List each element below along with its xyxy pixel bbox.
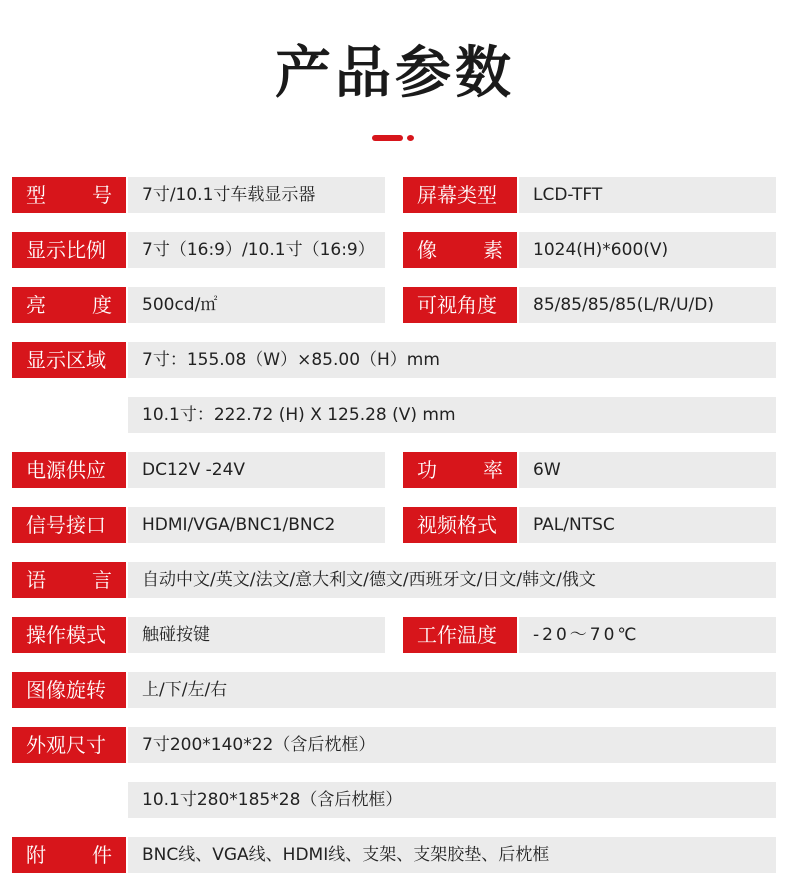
value-rotation: 上/下/左/右 (128, 672, 776, 708)
label-pixels (403, 232, 517, 268)
label-rotation: 图像旋转 (12, 672, 126, 708)
label-accessories (12, 837, 126, 873)
label-view-angle: 可视角度 (403, 287, 517, 323)
value-temperature: -20～70℃ (519, 617, 776, 653)
value-power-supply: DC12V -24V (128, 452, 385, 488)
label-brightness (12, 287, 126, 323)
value-display-area-2: 10.1寸：222.72 (H) X 125.28 (V) mm (128, 397, 776, 433)
label-power-char-1: 功 (417, 458, 437, 482)
value-pixels: 1024(H)*600(V) (519, 232, 776, 268)
value-brightness: 500cd/㎡ (128, 287, 385, 323)
value-dimensions-2: 10.1寸280*185*28（含后枕框） (128, 782, 776, 818)
label-power-char-2: 率 (483, 458, 503, 482)
value-display-area: 7寸：155.08（W）×85.00（H）mm (128, 342, 776, 378)
value-model: 7寸/10.1寸车载显示器 (128, 177, 385, 213)
value-ratio: 7寸（16:9）/10.1寸（16:9） (128, 232, 385, 268)
page-title: 产品参数 (275, 41, 515, 106)
label-operation: 操作模式 (12, 617, 126, 653)
label-dimensions: 外观尺寸 (12, 727, 126, 763)
label-model (12, 177, 126, 213)
value-power: 6W (519, 452, 776, 488)
value-signal: HDMI/VGA/BNC1/BNC2 (128, 507, 385, 543)
value-dimensions: 7寸200*140*22（含后枕框） (128, 727, 776, 763)
value-language: 自动中文/英文/法文/意大利文/德文/西班牙文/日文/韩文/俄文 (128, 562, 776, 598)
label-power-supply: 电源供应 (12, 452, 126, 488)
label-language-char-2: 言 (92, 568, 112, 592)
label-model-char-2: 号 (92, 183, 112, 207)
label-pixels-char-2: 素 (483, 238, 503, 262)
value-operation: 触碰按键 (128, 617, 385, 653)
label-language (12, 562, 126, 598)
label-ratio: 显示比例 (12, 232, 126, 268)
label-brightness-char-2: 度 (92, 293, 112, 317)
label-pixels-char-1: 像 (417, 238, 437, 262)
value-accessories: BNC线、VGA线、HDMI线、支架、支架胶垫、后枕框 (128, 837, 776, 873)
label-model-char-1: 型 (26, 183, 46, 207)
title-divider-dot (407, 135, 414, 141)
label-accessories-char-2: 件 (92, 843, 112, 867)
label-video: 视频格式 (403, 507, 517, 543)
label-signal: 信号接口 (12, 507, 126, 543)
label-language-char-1: 语 (26, 568, 46, 592)
value-screen-type: LCD-TFT (519, 177, 776, 213)
value-video: PAL/NTSC (519, 507, 776, 543)
label-power (403, 452, 517, 488)
label-screen-type: 屏幕类型 (403, 177, 517, 213)
label-display-area: 显示区域 (12, 342, 126, 378)
title-divider (372, 135, 403, 141)
label-brightness-char-1: 亮 (26, 293, 46, 317)
label-accessories-char-1: 附 (26, 843, 46, 867)
label-temperature: 工作温度 (403, 617, 517, 653)
value-view-angle: 85/85/85/85(L/R/U/D) (519, 287, 776, 323)
